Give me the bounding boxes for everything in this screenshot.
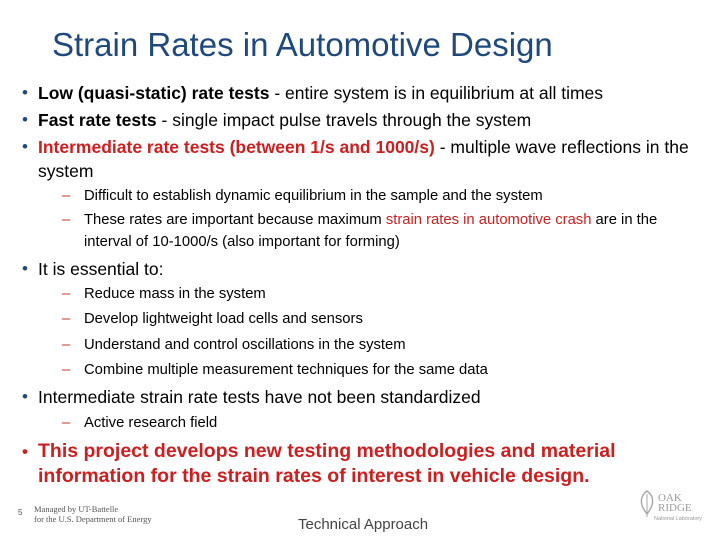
bullet-text: Intermediate strain rate tests have not been standardized [38, 387, 481, 407]
footer-management-line: for the U.S. Department of Energy [34, 514, 152, 524]
dash-icon: – [62, 188, 71, 204]
bullet-essential [22, 257, 708, 281]
bullet-label: Low (quasi-static) rate tests [38, 83, 270, 103]
essential-item-oscillations [62, 334, 708, 356]
bullet-icon: • [22, 137, 28, 156]
page-title: Strain Rates in Automotive Design [52, 26, 553, 63]
oak-ridge-logo [636, 490, 702, 530]
bullet-icon: • [22, 387, 28, 406]
bullet-icon: • [22, 110, 28, 129]
list-item: Develop lightweight load cells and sensors [84, 311, 363, 327]
dash-icon: – [62, 212, 71, 228]
bullet-low-rate [22, 81, 708, 105]
sub-bullet-text: are in the interval of 10-1000/s (also important for forming) [84, 212, 658, 250]
sub-bullet-text: Difficult to establish dynamic equilibrium in the sample and the system [84, 188, 543, 204]
bullet-intermediate-rate [22, 135, 708, 183]
sub-bullet-equilibrium [62, 185, 708, 207]
bullet-text: - single impact pulse travels through the system [156, 110, 532, 130]
bullet-text: - multiple wave reflections in the system [38, 137, 689, 181]
leaf-icon [636, 490, 658, 518]
bullet-label: Intermediate rate tests (between 1/s and 1000/s) [38, 137, 435, 157]
dash-icon: – [62, 286, 71, 302]
page-number: 5 [18, 508, 23, 517]
bullet-project-summary [22, 439, 708, 489]
bullet-icon: • [22, 259, 28, 278]
logo-text: RIDGE [658, 502, 692, 514]
bullet-text: - entire system is in equilibrium at all times [269, 83, 604, 103]
logo-subtext: National Laboratory [654, 516, 703, 522]
bullet-label: Fast rate tests [38, 110, 157, 130]
essential-item-load-cells [62, 308, 708, 330]
footer-section-name: Technical Approach [298, 516, 429, 533]
dash-icon: – [62, 415, 71, 431]
essential-item-mass [62, 283, 708, 305]
bullet-icon: • [22, 442, 28, 461]
bullet-text: It is essential to: [38, 259, 164, 279]
sub-bullet-rates-important [62, 209, 708, 253]
essential-item-measurement [62, 359, 708, 381]
list-item: Reduce mass in the system [84, 286, 266, 302]
dash-icon: – [62, 337, 71, 353]
list-item: Understand and control oscillations in the system [84, 337, 406, 353]
sub-bullet-text: These rates are important because maximum [84, 212, 386, 228]
footer-management [34, 504, 152, 524]
sub-bullet-text: Active research field [84, 415, 218, 431]
logo-text: OAK [658, 492, 682, 504]
bullet-fast-rate [22, 108, 708, 132]
dash-icon: – [62, 311, 71, 327]
list-item: Combine multiple measurement techniques for the same data [84, 362, 488, 378]
bullet-icon: • [22, 83, 28, 102]
footer-management-line: Managed by UT-Battelle [34, 504, 119, 514]
sub-bullet-highlight: strain rates in automotive crash [385, 212, 592, 228]
dash-icon: – [62, 362, 71, 378]
sub-bullet-research [62, 412, 708, 434]
bullet-not-standardized [22, 385, 708, 409]
bullet-text: This project develops new testing methodologies and material information for the strain rates of interest in vehicle design. [38, 440, 616, 487]
